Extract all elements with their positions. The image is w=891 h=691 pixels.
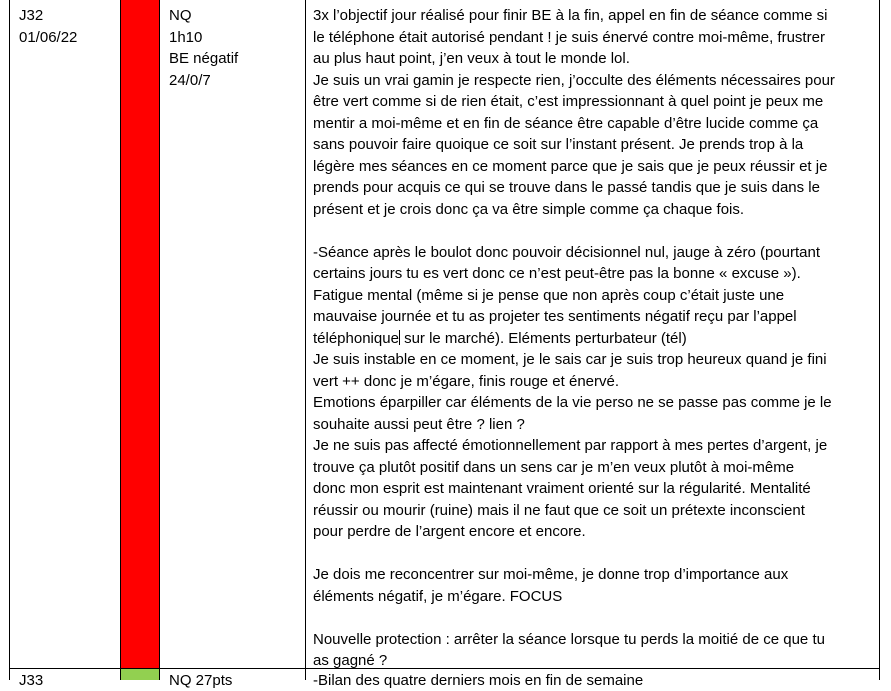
note-line: -Séance après le boulot donc pouvoir décisionnel nul, jauge à zéro (pourtant	[313, 243, 820, 261]
note-line: trouve ça plutôt positif dans un sens car je m’en veux plutôt à moi-même	[313, 458, 795, 476]
paragraph-gap	[313, 543, 835, 565]
notes-cell[interactable]	[313, 5, 835, 672]
note-line: Je suis instable en ce moment, je le sais car je suis trop heureux quand je fini	[313, 351, 827, 368]
note-line: présent et je crois donc ça va être simple comme ça chaque fois.	[313, 200, 745, 218]
note-line: éléments négatif, je m’égare. FOCUS	[313, 587, 563, 605]
date-label: 01/06/22	[19, 28, 78, 46]
note-line: mentir a moi-même et en fin de séance être capable d’être lucide comme ça	[313, 114, 819, 132]
column-divider	[120, 0, 121, 680]
note-line: souhaite aussi peut être ? lien ?	[313, 415, 525, 433]
day-cell	[19, 5, 77, 48]
note-line: prends pour acquis ce qui se trouve dans le passé tandis que je suis dans le	[313, 179, 820, 196]
note-line: Emotions éparpiller car éléments de la vie perso ne se passe pas comme je le	[313, 394, 832, 411]
stats-cell	[169, 5, 238, 91]
note-line: Je dois me reconcentrer sur moi-même, je donne trop d’importance aux	[313, 566, 789, 583]
note-line: légère mes séances en ce moment parce que je sais que je peux réussir et je	[313, 157, 828, 175]
instrument-label: NQ	[169, 7, 192, 24]
day-label: J32	[19, 7, 44, 24]
note-line: vert ++ donc je m’égare, finis rouge et énervé.	[313, 372, 620, 390]
result-label: BE négatif	[169, 50, 239, 67]
note-line: as gagné ?	[313, 652, 388, 669]
status-cell-green	[121, 669, 159, 680]
caret-text-before: téléphonique	[313, 329, 399, 347]
note-line: sans pouvoir faire quoique ce soit sur l’instant présent. Je prends trop à la	[313, 136, 804, 153]
note-line: Fatigue mental (même si je pense que non après coup c’était juste une	[313, 286, 785, 304]
caret-text-after: sur le marché). Eléments perturbateur (tél)	[399, 329, 687, 347]
table-border-right	[879, 0, 880, 680]
note-line: mauvaise journée et tu as projeter tes sentiments négatif reçu par l’appel	[313, 308, 797, 325]
note-line: certains jours tu es vert donc ce n’est peut-être pas la bonne « excuse »).	[313, 265, 801, 282]
next-row-day: J33	[19, 672, 44, 689]
paragraph-gap	[313, 220, 835, 242]
note-line: le téléphone était autorisé pendant ! je suis énervé contre moi-même, frustrer	[313, 28, 825, 46]
note-line: pour perdre de l’argent encore et encore.	[313, 523, 586, 540]
score-label: 24/0/7	[169, 71, 211, 89]
note-line-with-caret	[313, 328, 835, 350]
status-cell-red	[121, 0, 159, 668]
next-row-notes: -Bilan des quatre derniers mois en fin de semaine	[313, 672, 644, 689]
next-row-stats: NQ 27pts	[169, 672, 233, 689]
column-divider	[159, 0, 160, 680]
note-line: Nouvelle protection : arrêter la séance lorsque tu perds la moitié de ce que tu	[313, 630, 825, 648]
duration-label: 1h10	[169, 28, 203, 46]
table-border-left	[9, 0, 10, 680]
note-line: 3x l’objectif jour réalisé pour finir BE à la fin, appel en fin de séance comme si	[313, 7, 828, 24]
paragraph-gap	[313, 607, 835, 629]
note-line: Je suis un vrai gamin je respecte rien, j’occulte des éléments nécessaires pour	[313, 71, 835, 89]
note-line: donc mon esprit est maintenant vraiment orienté sur la régularité. Mentalité	[313, 480, 811, 497]
note-line: Je ne suis pas affecté émotionnellement par rapport à mes pertes d’argent, je	[313, 437, 828, 454]
column-divider	[305, 0, 306, 680]
note-line: au plus haut point, j’en veux à tout le monde lol.	[313, 50, 630, 67]
note-line: être vert comme si de rien était, c’est impressionnant à quel point je peux me	[313, 93, 824, 110]
note-line: réussir ou mourir (ruine) mais il ne faut que ce soit un prétexte inconscient	[313, 501, 805, 519]
